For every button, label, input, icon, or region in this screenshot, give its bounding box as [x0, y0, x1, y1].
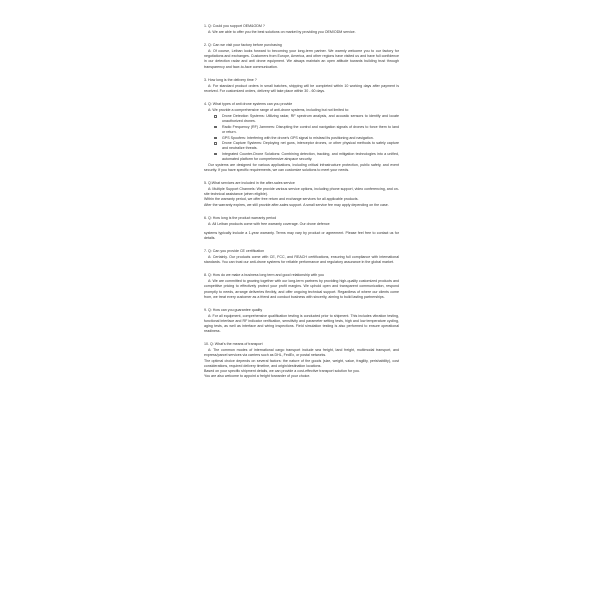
faq-answer: Our systems are designed for various applications, including critical infrastructure protection, public safety, and event security. If you have specific requirements, we can customize solutions to meet your needs. — [204, 162, 399, 173]
system-type-list — [214, 114, 399, 162]
faq-answer: A: For standard product orders in small batches, shipping will be completed within 10 working days after payment is received. For customized orders, delivery will take place within 30 - 60 days. — [204, 83, 399, 93]
list-item — [214, 136, 399, 141]
faq-item — [204, 24, 399, 35]
faq-question: 8. Q: How do we make a business long term and good relationship with you — [204, 273, 325, 278]
checkbox-bullet-icon — [214, 142, 217, 145]
list-item — [214, 114, 399, 124]
faq-question: 5. Q:What services are included in the after-sales service — [204, 181, 295, 186]
faq-item — [204, 102, 399, 173]
faq-answer: A: Multiple Support Channels: We provide various service options, including phone support, video conferencing, and on-site technical assistance (when eligible). — [204, 187, 399, 197]
list-item-text: Radio Frequency (RF) Jammers: Disrupting the control and navigation signals of drones to force them to land or return. — [222, 124, 399, 134]
faq-question: 1. Q: Could you support OEM&ODM ? — [204, 24, 265, 28]
faq-document — [204, 24, 399, 387]
faq-answer: The optimal choice depends on several factors: the nature of the goods (size, weight, value, fragility, perishability), cost considerations, required delivery timeline, and origin/destination locations. — [204, 358, 399, 368]
checkbox-bullet-icon — [214, 153, 217, 156]
faq-answer: After the warranty expires, we still provide after-sales support. A small service fee may apply depending on the case. — [204, 202, 389, 207]
faq-question: 7. Q: Can you provide CE certification — [204, 249, 265, 253]
list-item — [214, 141, 399, 151]
faq-question: 9. Q: How can you guarantee quality — [204, 307, 263, 312]
faq-answer: A: We are committed to growing together with our long-term partners by providing high-quality customized products and competitive pricing to effectively protect your profit margins. We uphold open and transparent communication, respond promptly to needs, arrange deliveries flexibly, and offer ongoing technical support. Regardless of where our clients come from, we treat every customer as a friend and conduct business with sincerity, aiming to build lasting partnerships. — [204, 279, 399, 299]
faq-answer: Within the warranty period, we offer free return and exchange services for all applicable products. — [204, 197, 359, 202]
faq-answer: A: The common modes of international cargo transport include sea freight, land freight, multimodal transport, and express/parcel services via carriers such as DHL, FedEx, or postal networks. — [204, 348, 399, 358]
list-item-text: Integrated Counter-Drone Solutions: Combining detection, tracking, and mitigation technologies into a unified, automated platform for comprehensive airspace security. — [222, 151, 399, 161]
faq-answer: A: Certainly. Our products come with CE, FCC, and REACH certifications, ensuring full compliance with international standards. You can trust our anti-drone systems for reliable performance and regulatory assurance in the global market. — [204, 255, 399, 265]
faq-answer: A: All Leiban products come with free warranty coverage. Our drone defence — [208, 221, 330, 226]
faq-item — [204, 216, 399, 241]
faq-question: 10. Q: What's the means of transport — [204, 342, 263, 347]
faq-question: 2. Q: Can we visit your factory before purchasing — [204, 43, 282, 48]
faq-item — [204, 273, 399, 299]
faq-item — [204, 249, 399, 265]
faq-answer: A: For all equipment, comprehensive qualification testing is conducted prior to shipment. This includes vibration testing, functional interface and RF indicator verification, sensitivity and parameter setting tests, high and low temperature cycling, aging tests, as well as interface and wiring inspections. Field simulation testing is also performed to ensure operational readiness. — [204, 313, 399, 334]
checkbox-bullet-icon — [214, 115, 217, 118]
faq-item — [204, 43, 399, 69]
faq-answer: systems typically include a 1-year warranty. Terms may vary by product or agreement. Please feel free to contact us for details. — [204, 230, 399, 240]
faq-question: 3. How long is the delivery time ? — [204, 77, 257, 82]
checkbox-bullet-icon — [214, 126, 217, 129]
faq-answer: A: Of course, Leiban looks forward to becoming your long-term partner. We warmly welcome you to our factory for negotiations and exchanges. Customers from Europe, America, and other regions have visited us and have full confidence in our detection radar and anti drone equipment. We always maintain an open attitude towards building trust through transparency and face-to-face communication. — [204, 49, 399, 69]
faq-item — [204, 78, 399, 94]
list-item — [214, 125, 399, 135]
faq-answer: You are also welcome to appoint a freight forwarder of your choice. — [204, 373, 311, 378]
list-item-text: Drone Capture Systems: Deploying net guns, interceptor drones, or other physical methods to safely capture and neutralize threats. — [222, 141, 399, 151]
faq-answer: A: We are able to offer you the best solutions on market by providing you OEM/ODM service. — [208, 30, 356, 35]
faq-item — [204, 181, 399, 207]
list-item-text: GPS Spoofers: Interfering with the drone's GPS signal to mislead its positioning and navigation. — [222, 135, 374, 140]
faq-question: 4. Q: What types of anti drone systems can you provide — [204, 101, 293, 106]
list-item-text: Drone Detection Systems: Utilizing radar, RF spectrum analysis, and acoustic sensors to identify and locate unauthorized drones. — [222, 114, 399, 124]
faq-answer: A: We provide a comprehensive range of anti-drone systems, including but not limited to: — [208, 108, 349, 113]
checkbox-bullet-icon — [214, 137, 217, 140]
list-item — [214, 152, 399, 162]
faq-question: 6. Q: How long is the product warranty period — [204, 215, 277, 220]
faq-item — [204, 342, 399, 379]
faq-answer: Based on your specific shipment details, we can provide a cost-effective transport solution for you. — [204, 368, 360, 373]
faq-item — [204, 308, 399, 334]
